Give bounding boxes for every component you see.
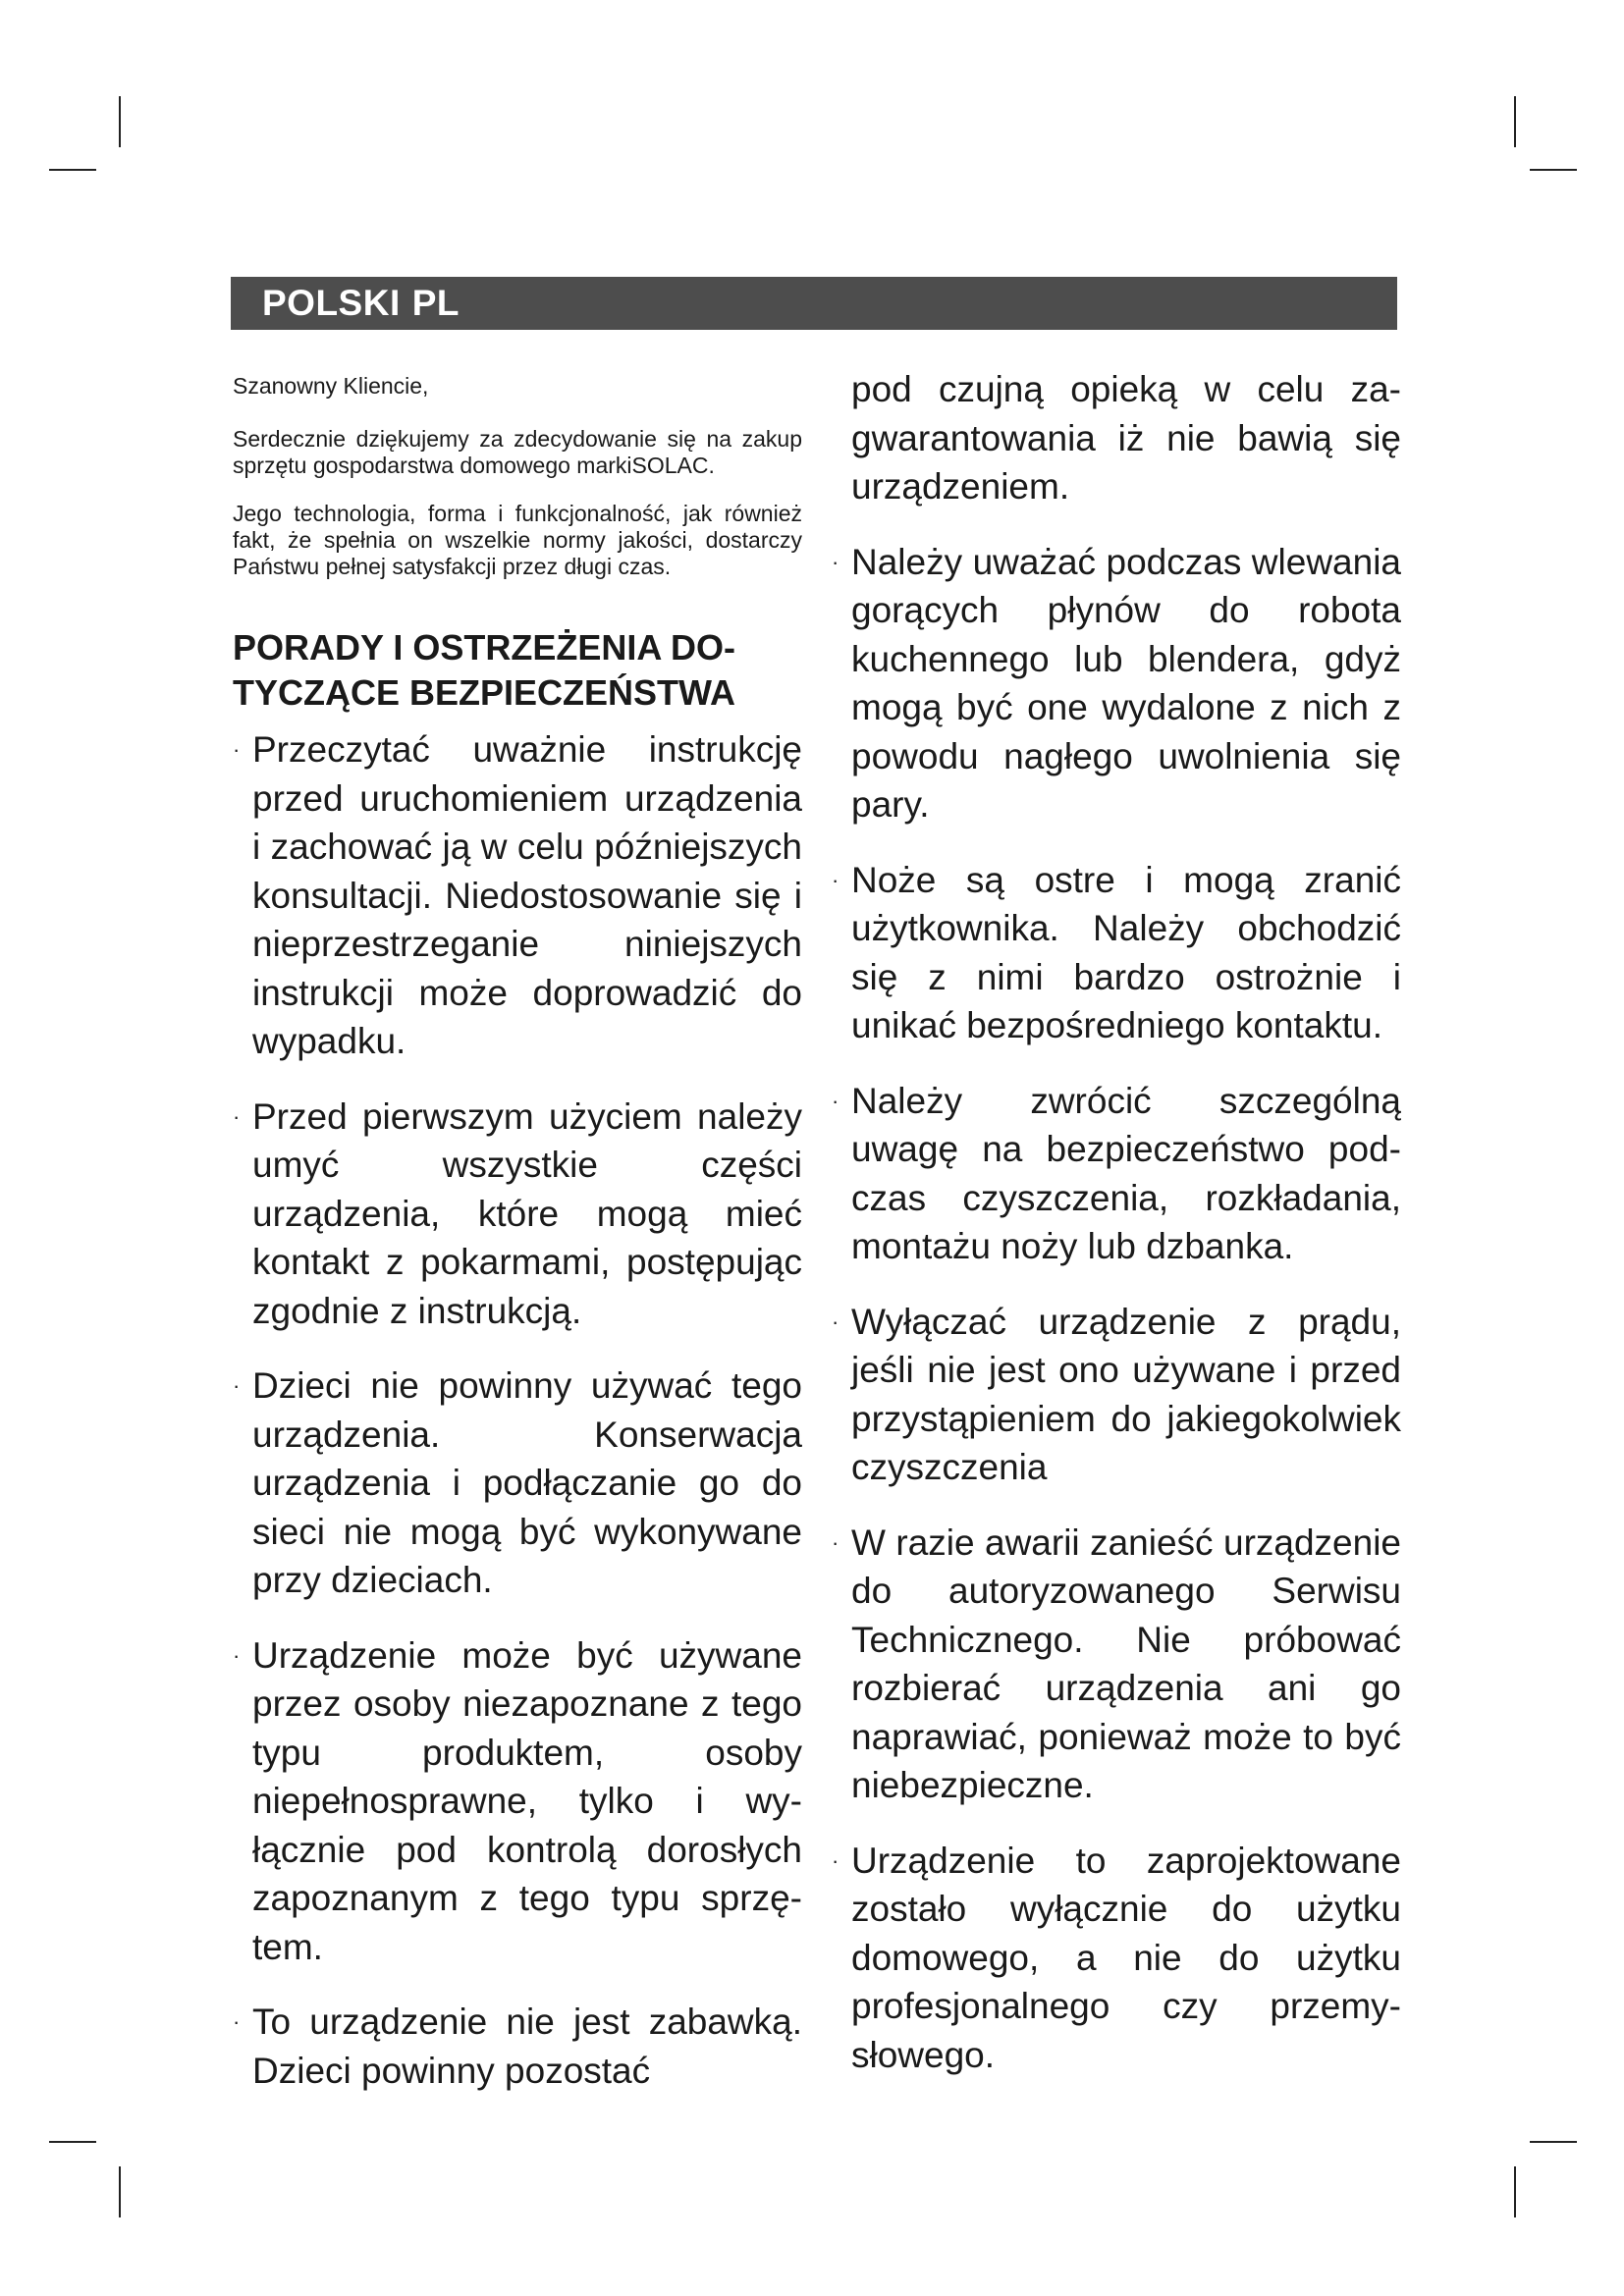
safety-item-text: Należy zwrócić szczególną uwagę na bezpieczeństwo podczas czyszczenia, rozkładania, montażu noży lub dzbanka. xyxy=(851,1080,1401,1266)
crop-mark-bottom-left-vertical xyxy=(119,2166,121,2217)
crop-mark-top-left-horizontal xyxy=(49,169,96,171)
language-header-bar xyxy=(231,277,1397,330)
safety-item xyxy=(832,1519,1401,1810)
safety-item-continuation: pod czujną opieką w celu zagwarantowania iż nie bawią się urządzeniem. xyxy=(851,369,1401,507)
bullet-marker: · xyxy=(233,1642,241,1668)
safety-item xyxy=(233,1362,802,1605)
safety-item xyxy=(233,725,802,1066)
bullet-marker: · xyxy=(832,1308,839,1334)
bullet-marker: · xyxy=(233,737,241,762)
safety-item-text: Należy uważać podczas wlewania gorących płynów do robota kuchennego lub blendera, gdyż mogą być one wydalone z nich z powodu nagłego uwolnienia się pary. xyxy=(851,541,1401,825)
safety-item-text: Urządzenie może być używane przez osoby niezapoznane z tego typu produktem, osoby niepełnosprawne, tylko i wyłącznie pod kontrolą dorosłych zapoznanym z tego typu sprzętem. xyxy=(252,1634,802,1967)
safety-item xyxy=(832,1077,1401,1271)
safety-item-text: Przed pierwszym użyciem należy umyć wszystkie części urządzenia, które mogą mieć kontakt z pokarmami, postępując zgodnie z instrukcją. xyxy=(252,1095,802,1331)
safety-item-text: Przeczytać uważnie instrukcję przed uruchomieniem urządzenia i zachować ją w celu późniejszych konsultacji. Niedostosowanie się i nieprzestrzeganie niniejszych instrukcji może doprowadzić do wypadku. xyxy=(252,729,802,1061)
bullet-marker: · xyxy=(233,1103,241,1129)
thanks-paragraph: Serdecznie dziękujemy za zdecydowanie się na zakup sprzętu gospodarstwa domowego markiSOLAC. xyxy=(233,426,802,478)
safety-item-text: W razie awarii zanieść urządzenie do autoryzowanego Serwisu Technicznego. Nie próbować rozbierać urządzenia ani go naprawiać, ponieważ może to być niebezpieczne. xyxy=(851,1522,1401,1805)
bullet-marker: · xyxy=(233,1373,241,1398)
safety-item-text: To urządzenie nie jest zabawką. Dzieci powinny pozostać xyxy=(252,2002,802,2091)
bullet-marker: · xyxy=(832,1088,839,1113)
bullet-marker: · xyxy=(832,1847,839,1873)
crop-mark-bottom-left-horizontal xyxy=(49,2141,96,2143)
language-name: POLSKI xyxy=(262,283,401,323)
crop-mark-bottom-right-vertical xyxy=(1514,2166,1516,2217)
safety-heading: PORADY I OSTRZEŻENIA DOTYCZĄCE BEZPIECZEŃSTWA xyxy=(233,627,736,713)
crop-mark-top-right-vertical xyxy=(1514,96,1516,147)
bullet-marker: · xyxy=(832,867,839,892)
safety-item-text: Noże są ostre i mogą zranić użytkownika. Należy obchodzić się z nimi bardzo ostrożnie i unikać bezpośredniego kontaktu. xyxy=(851,859,1401,1045)
bullet-marker: · xyxy=(832,1529,839,1555)
bullet-marker: · xyxy=(233,2009,241,2034)
right-column xyxy=(832,365,1401,2106)
safety-item xyxy=(233,1631,802,1972)
crop-mark-top-right-horizontal xyxy=(1530,169,1577,171)
bullet-marker: · xyxy=(832,549,839,574)
technology-paragraph: Jego technologia, forma i funkcjonalność, jak również fakt, że spełnia on wszelkie normy jakości, dostarczy Państwu pełnej satysfakcji przez długi czas. xyxy=(233,501,802,579)
safety-item xyxy=(832,856,1401,1050)
safety-item-text: Wyłączać urządzenie z prądu, jeśli nie jest ono używane i przed przystąpieniem do jakiegokolwiek czyszczenia xyxy=(851,1301,1401,1487)
safety-item xyxy=(233,1093,802,1336)
crop-mark-bottom-right-horizontal xyxy=(1530,2141,1577,2143)
safety-item-text: Urządzenie to zaprojektowane zostało wyłącznie do użytku domowego, a nie do użytku profesjonalnego czy przemysłowego. xyxy=(851,1840,1401,2075)
crop-mark-top-left-vertical xyxy=(119,96,121,147)
safety-item xyxy=(832,538,1401,829)
language-code: PL xyxy=(411,283,460,323)
safety-item xyxy=(832,1837,1401,2080)
left-column xyxy=(233,373,802,2121)
safety-item xyxy=(832,1298,1401,1492)
greeting: Szanowny Kliencie, xyxy=(233,373,429,399)
safety-item-text: Dzieci nie powinny używać tego urządzenia. Konserwacja urządzenia i podłączanie go do sieci nie mogą być wykonywane przy dzieciach. xyxy=(252,1365,802,1600)
safety-item xyxy=(233,1998,802,2095)
